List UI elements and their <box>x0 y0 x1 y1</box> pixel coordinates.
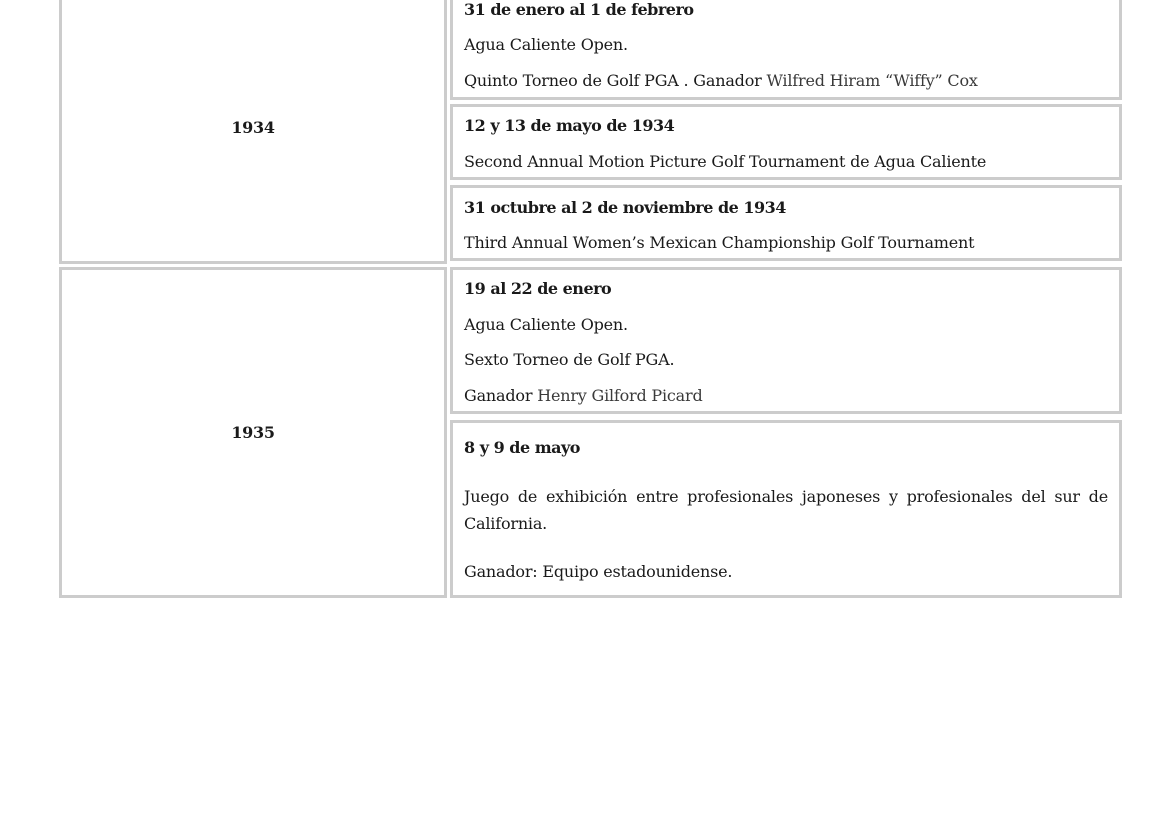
event-cell <box>450 267 1122 414</box>
event-text: Agua Caliente Open. <box>464 315 628 334</box>
event-text: Juego de exhibición entre profesionales japoneses y profesionales del sur de California. <box>464 487 1108 533</box>
event-text: Third Annual Women’s Mexican Championship Golf Tournament <box>464 233 975 252</box>
event-text: Ganador: Equipo estadounidense. <box>464 562 733 581</box>
event-text <box>464 71 1108 91</box>
year-cell-1935 <box>59 267 447 598</box>
year-cell-1934 <box>59 0 447 264</box>
event-date: 12 y 13 de mayo de 1934 <box>464 116 675 135</box>
event-date: 31 de enero al 1 de febrero <box>464 0 694 19</box>
winner-name: Wilfred Hiram “Wiffy” Cox <box>766 71 978 90</box>
year-label: 1935 <box>231 423 275 442</box>
event-date: 31 octubre al 2 de noviembre de 1934 <box>464 198 786 217</box>
event-text-prefix: Ganador <box>464 386 538 405</box>
event-text-prefix: Quinto Torneo de Golf PGA . Ganador <box>464 71 767 90</box>
event-text: Agua Caliente Open. <box>464 35 628 54</box>
event-cell <box>450 104 1122 180</box>
event-cell <box>450 420 1122 598</box>
event-text: Sexto Torneo de Golf PGA. <box>464 350 675 369</box>
event-cell <box>450 185 1122 261</box>
event-cell <box>450 0 1122 100</box>
event-date: 8 y 9 de mayo <box>464 438 580 457</box>
event-date: 19 al 22 de enero <box>464 279 612 298</box>
year-label: 1934 <box>231 117 275 137</box>
event-text <box>464 386 1108 406</box>
event-text: Second Annual Motion Picture Golf Tournament de Agua Caliente <box>464 152 987 171</box>
winner-name: Henry Gilford Picard <box>537 386 703 405</box>
